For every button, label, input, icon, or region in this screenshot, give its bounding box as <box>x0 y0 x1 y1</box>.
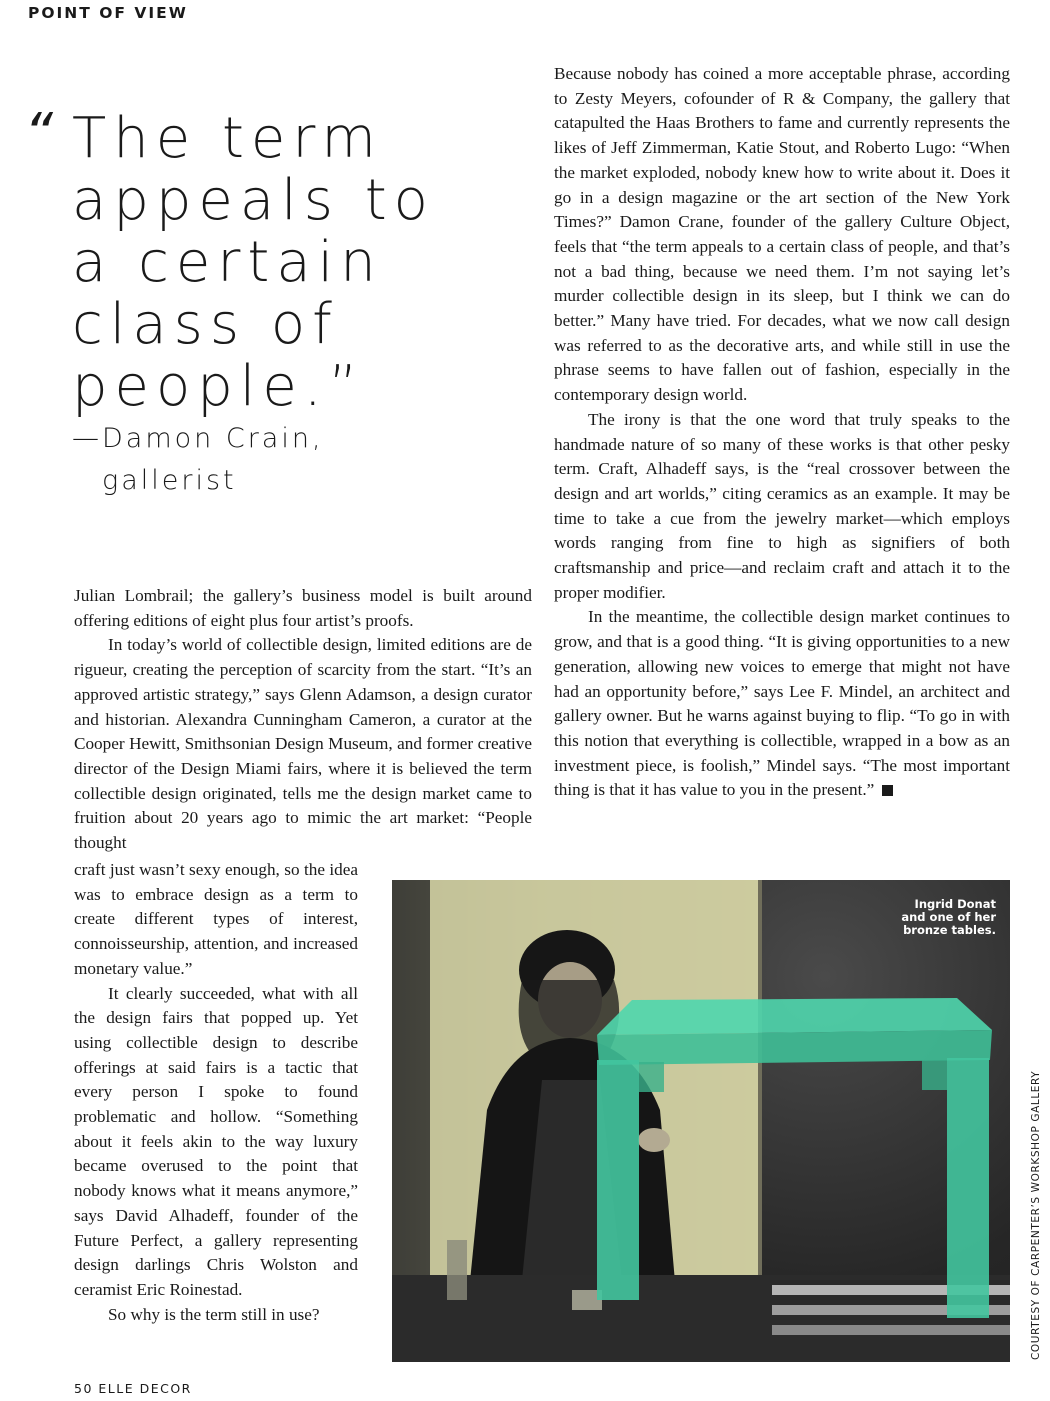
body-paragraph: So why is the term still in use? <box>108 1304 320 1324</box>
page-number: 50 <box>74 1381 93 1396</box>
pull-quote-line: people.” <box>72 354 365 419</box>
end-mark-icon <box>882 785 893 796</box>
body-paragraph: The irony is that the one word that truly speaks to the handmade nature of so many of these works is that other pesky term. Craft, Alhadeff says, is the “real crossover between the design and art worlds,” citing ceramics as an example. It may be time to take a cue from the jewelry market—which employs words ranging from fine to high as signifiers of both craftsmanship and price—and reclaim craft and attach it to the proper modifier. <box>554 409 1010 602</box>
pull-quote-attribution: —Damon Crain, <box>72 423 324 454</box>
pull-quote-line: class of <box>72 292 339 357</box>
pull-quote-attribution-role: gallerist <box>102 465 237 496</box>
body-paragraph-text: In the meantime, the collectible design market continues to grow, and that is a good thing. “It is giving opportunities to a new generation, allowing new voices to emerge that might not have had an opportunity before,” says Lee F. Mindel, an architect and gallery owner. But he warns against buying to flip. “To go in with this notion that everything is collectible, wrapped in a bow as an investment piece, is foolish,” Mindel says. “The most important thing is that it has value to you in the present.” <box>554 607 1010 800</box>
section-label: POINT OF VIEW <box>28 4 188 22</box>
body-column-left-top <box>74 584 532 856</box>
body-paragraph: craft just wasn’t sexy enough, so the idea was to embrace design as a term to create different types of interest, connoisseurship, attention, and increased monetary value.” <box>74 860 358 978</box>
page-folio <box>74 1381 192 1396</box>
open-quote-mark: “ <box>24 102 61 167</box>
body-paragraph: In today’s world of collectible design, limited editions are de rigueur, creating the perception of scarcity from the start. “It’s an approved artistic strategy,” says Glenn Adamson, a design curator and historian. Alexandra Cunningham Cameron, a curator at the Cooper Hewitt, Smithsonian Design Museum, and former creative director of the Design Miami fairs, where it is believed the term collectible design originated, tells me the design market came to fruition about 20 years ago to mimic the art market: “People thought <box>74 635 532 853</box>
photo-caption: Ingrid Donat and one of her bronze tables. <box>901 897 996 937</box>
pull-quote-line: appeals to <box>72 168 435 233</box>
body-column-right <box>554 62 1010 803</box>
body-paragraph: Because nobody has coined a more acceptable phrase, according to Zesty Meyers, cofounder of R & Company, the gallery that catapulted the Haas Brothers to fame and currently represents the likes of Jeff Zimmerman, Katie Stout, and Roberto Lugo: “When the market exploded, nobody knew how to write about it. Does it go in a design magazine or the art section of the New York Times?” Damon Crane, founder of the gallery Culture Object, feels that “the term appeals to a certain class of people, and that’s not a bad thing, because we need them. I’m not saying let’s murder collectible design in its sleep, but I think we can do better.” Many have tried. For decades, what we now call design was referred to as the decorative arts, and while still in use the phrase seems to have fallen out of fashion, especially in the contemporary design world. <box>554 64 1010 405</box>
pull-quote-line: “ The term <box>24 102 383 171</box>
body-column-left-narrow <box>74 858 358 1327</box>
feature-photo <box>392 880 1010 1362</box>
body-paragraph-final <box>554 605 1010 803</box>
photo-credit: COURTESY OF CARPENTER’S WORKSHOP GALLERY <box>1030 1070 1042 1360</box>
body-paragraph: Julian Lombrail; the gallery’s business model is built around offering editions of eight plus four artist’s proofs. <box>74 586 532 630</box>
photo-illustration <box>392 880 1010 1362</box>
magazine-name: ELLE DECOR <box>98 1381 192 1396</box>
body-paragraph: It clearly succeeded, what with all the design fairs that popped up. Yet using collectible design to describe offerings at said fairs is a tactic that every person I spoke to found problematic and hollow. “Something about it feels akin to the way luxury became overused to the point that nobody knows what it means anymore,” says David Alhadeff, founder of the Future Perfect, a gallery representing design darlings Chris Wolston and ceramist Eric Roinestad. <box>74 983 358 1299</box>
pull-quote <box>24 102 544 502</box>
pull-quote-line: a certain <box>72 230 383 295</box>
